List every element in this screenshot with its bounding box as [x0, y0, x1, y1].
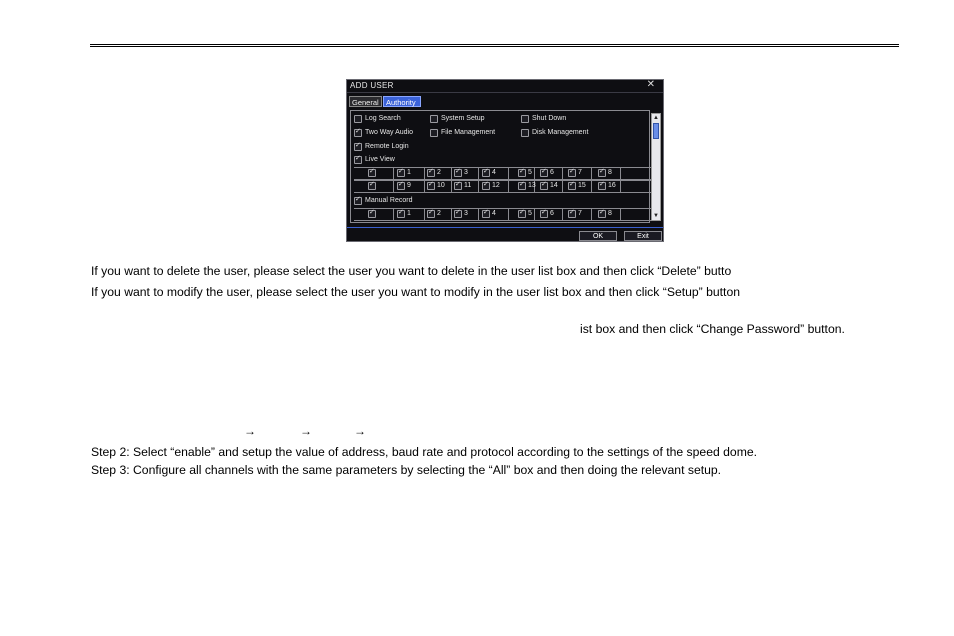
file-management-checkbox[interactable]	[430, 129, 438, 137]
channel-label: 1	[407, 169, 411, 176]
exit-button[interactable]: Exit	[624, 231, 662, 241]
manual-record-channel-row	[354, 208, 651, 221]
footer-divider	[347, 227, 663, 228]
live-view-ch3-checkbox[interactable]	[454, 169, 462, 177]
channel-label: 3	[464, 210, 468, 217]
channel-label: 13	[528, 182, 536, 189]
channel-label: 12	[492, 182, 500, 189]
live-view-ch5-checkbox[interactable]	[518, 169, 526, 177]
channel-label: 16	[608, 182, 616, 189]
channel-label: 10	[437, 182, 445, 189]
channel-label: 7	[578, 210, 582, 217]
channel-label: 6	[550, 210, 554, 217]
arrow-right-icon: →	[300, 424, 312, 438]
channel-label: 2	[437, 210, 441, 217]
file-management-label: File Management	[441, 129, 496, 136]
dialog-title: ADD USER	[350, 81, 394, 90]
live-view-ch7-checkbox[interactable]	[568, 169, 576, 177]
channel-label: 7	[578, 169, 582, 176]
arrow-right-icon: →	[354, 424, 366, 438]
live-view-ch11-checkbox[interactable]	[454, 182, 462, 190]
channel-label: 5	[528, 169, 532, 176]
channel-label: 1	[407, 210, 411, 217]
channel-label: 4	[492, 169, 496, 176]
manual-record-all-checkbox[interactable]	[368, 210, 376, 218]
modify-user-paragraph: If you want to modify the user, please select the user you want to modify in the user list box and then click “Setup” button	[91, 285, 740, 299]
authority-panel	[350, 110, 650, 223]
manual-record-ch7-checkbox[interactable]	[568, 210, 576, 218]
disk-management-label: Disk Management	[532, 129, 589, 136]
live-view-ch1-checkbox[interactable]	[397, 169, 405, 177]
shut-down-label: Shut Down	[532, 115, 567, 122]
two-way-audio-label: Two Way Audio	[365, 129, 413, 136]
manual-record-ch4-checkbox[interactable]	[482, 210, 490, 218]
channel-label: 2	[437, 169, 441, 176]
channel-label: 4	[492, 210, 496, 217]
log-search-checkbox[interactable]	[354, 115, 362, 123]
system-setup-label: System Setup	[441, 115, 485, 122]
close-icon[interactable]: ✕	[646, 79, 655, 90]
live-view-all-checkbox[interactable]	[368, 182, 376, 190]
live-view-ch4-checkbox[interactable]	[482, 169, 490, 177]
live-view-all-checkbox[interactable]	[368, 169, 376, 177]
scroll-thumb[interactable]	[653, 123, 659, 139]
live-view-ch6-checkbox[interactable]	[540, 169, 548, 177]
scroll-up-icon[interactable]: ▲	[653, 115, 659, 121]
tab-general[interactable]: General	[349, 96, 382, 107]
channel-label: 14	[550, 182, 558, 189]
arrow-right-icon: →	[244, 424, 256, 438]
ok-button[interactable]: OK	[579, 231, 617, 241]
channel-label: 5	[528, 210, 532, 217]
add-user-dialog	[346, 79, 664, 242]
title-divider	[347, 92, 663, 93]
live-view-ch13-checkbox[interactable]	[518, 182, 526, 190]
tab-authority[interactable]: Authority	[383, 96, 421, 107]
manual-record-ch5-checkbox[interactable]	[518, 210, 526, 218]
channel-label: 9	[407, 182, 411, 189]
channel-label: 11	[464, 182, 472, 189]
live-view-ch12-checkbox[interactable]	[482, 182, 490, 190]
manual-record-ch1-checkbox[interactable]	[397, 210, 405, 218]
change-password-fragment: ist box and then click “Change Password” button.	[580, 322, 845, 336]
live-view-ch14-checkbox[interactable]	[540, 182, 548, 190]
shut-down-checkbox[interactable]	[521, 115, 529, 123]
live-view-channel-row-1	[354, 167, 651, 180]
system-setup-checkbox[interactable]	[430, 115, 438, 123]
channel-label: 3	[464, 169, 468, 176]
log-search-label: Log Search	[365, 115, 401, 122]
channel-label: 15	[578, 182, 586, 189]
disk-management-checkbox[interactable]	[521, 129, 529, 137]
vertical-scrollbar[interactable]	[651, 113, 661, 221]
channel-label: 8	[608, 210, 612, 217]
remote-login-label: Remote Login	[365, 143, 409, 150]
step-3-text: Step 3: Configure all channels with the same parameters by selecting the “All” box and then doing the relevant setup.	[91, 463, 722, 477]
manual-record-label: Manual Record	[365, 197, 413, 204]
remote-login-checkbox[interactable]	[354, 143, 362, 151]
two-way-audio-checkbox[interactable]	[354, 129, 362, 137]
live-view-ch10-checkbox[interactable]	[427, 182, 435, 190]
live-view-ch8-checkbox[interactable]	[598, 169, 606, 177]
live-view-ch9-checkbox[interactable]	[397, 182, 405, 190]
step-2-text: Step 2: Select “enable” and setup the value of address, baud rate and protocol according to the settings of the speed dome.	[91, 445, 758, 459]
live-view-channel-row-2	[354, 180, 651, 193]
header-rule	[90, 44, 899, 47]
scroll-down-icon[interactable]: ▼	[653, 213, 659, 219]
manual-record-ch2-checkbox[interactable]	[427, 210, 435, 218]
manual-record-ch3-checkbox[interactable]	[454, 210, 462, 218]
delete-user-paragraph: If you want to delete the user, please select the user you want to delete in the user list box and then click “Delete” butto	[91, 264, 732, 278]
live-view-label: Live View	[365, 156, 395, 163]
live-view-checkbox[interactable]	[354, 156, 362, 164]
live-view-ch2-checkbox[interactable]	[427, 169, 435, 177]
manual-record-ch6-checkbox[interactable]	[540, 210, 548, 218]
live-view-ch15-checkbox[interactable]	[568, 182, 576, 190]
manual-record-ch8-checkbox[interactable]	[598, 210, 606, 218]
channel-label: 6	[550, 169, 554, 176]
live-view-ch16-checkbox[interactable]	[598, 182, 606, 190]
channel-label: 8	[608, 169, 612, 176]
manual-record-checkbox[interactable]	[354, 197, 362, 205]
